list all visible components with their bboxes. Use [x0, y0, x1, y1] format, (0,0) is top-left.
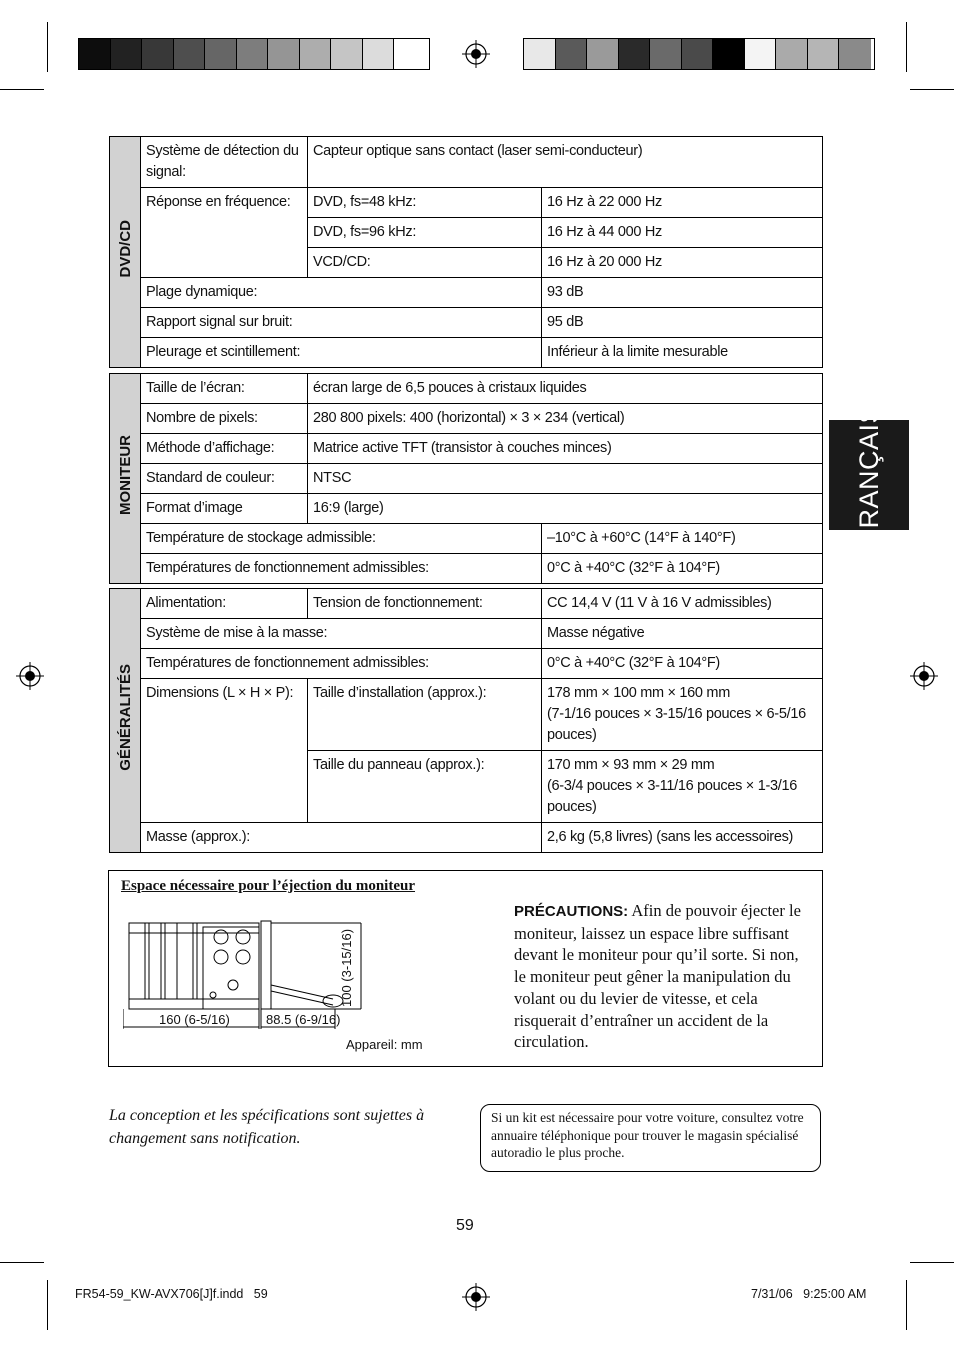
- spec-value: 280 800 pixels: 400 (horizontal) × 3 × 234 (vertical): [308, 404, 823, 434]
- color-swatch: [808, 39, 840, 69]
- spec-value: Capteur optique sans contact (laser semi-conducteur): [308, 137, 823, 188]
- eject-space-box: [108, 870, 823, 1067]
- footer-timestamp: 7/31/06 9:25:00 AM: [751, 1287, 867, 1301]
- crop-mark: [0, 1262, 44, 1263]
- registration-mark-icon: [462, 40, 490, 68]
- general-section-label: GÉNÉRALITÉS: [110, 589, 141, 853]
- color-swatch: [619, 39, 651, 69]
- color-swatch: [300, 39, 332, 69]
- spec-label: Système de mise à la masse:: [141, 619, 542, 649]
- spec-condition: Taille du panneau (approx.):: [308, 751, 542, 823]
- spec-label: Masse (approx.):: [141, 823, 542, 853]
- spec-label: Plage dynamique:: [141, 278, 542, 308]
- spec-label: Système de détection du signal:: [141, 137, 308, 188]
- spec-value: [542, 679, 823, 751]
- color-swatch: [394, 39, 426, 69]
- color-swatch: [268, 39, 300, 69]
- color-calibration-bar-left: [78, 38, 430, 70]
- spec-label: Nombre de pixels:: [141, 404, 308, 434]
- spec-value: Masse négative: [542, 619, 823, 649]
- crop-mark: [910, 89, 954, 90]
- install-size-inch: (7-1/16 pouces × 3-15/16 pouces × 6-5/16 pouces): [547, 706, 806, 743]
- spec-label: Température de stockage admissible:: [141, 524, 542, 554]
- panel-size-inch: (6-3/4 pouces × 3-11/16 pouces × 1-3/16 pouces): [547, 778, 798, 815]
- general-spec-table: [109, 588, 823, 853]
- caution-heading: PRÉCAUTIONS:: [514, 903, 629, 920]
- spec-value: [542, 751, 823, 823]
- language-tab-label: FRANÇAIS: [853, 404, 884, 546]
- crop-mark: [47, 22, 48, 72]
- monitor-section-label: MONITEUR: [110, 374, 141, 584]
- caution-body: Afin de pouvoir éjecter le moniteur, laissez un espace libre suffisant devant le moniteur pour qu’il sorte. Si non, le moniteur peut gêner la manipulation du volant ou du levier de vitesse, et cela risquerait d’entraîner un accident de la circulation.: [514, 901, 801, 1052]
- spec-value: NTSC: [308, 464, 823, 494]
- spec-value: 93 dB: [542, 278, 823, 308]
- color-swatch: [650, 39, 682, 69]
- color-swatch: [237, 39, 269, 69]
- panel-size-mm: 170 mm × 93 mm × 29 mm: [547, 757, 715, 773]
- spec-value: 16 Hz à 20 000 Hz: [542, 248, 823, 278]
- spec-value: 0°C à +40°C (32°F à 104°F): [542, 649, 823, 679]
- color-swatch: [524, 39, 556, 69]
- spec-change-notice: La conception et les spécifications sont sujettes à changement sans notification.: [109, 1107, 425, 1147]
- spec-label: Méthode d’affichage:: [141, 434, 308, 464]
- dimension-panel: 88.5 (6-9/16): [266, 1012, 341, 1027]
- caution-text: [514, 900, 806, 1053]
- color-swatch: [713, 39, 745, 69]
- color-swatch: [205, 39, 237, 69]
- monitor-spec-table: [109, 373, 823, 584]
- spec-label: Format d’image: [141, 494, 308, 524]
- color-swatch: [79, 39, 111, 69]
- kit-note-box: [480, 1104, 821, 1172]
- page-number: 59: [456, 1217, 474, 1234]
- spec-value: 16:9 (large): [308, 494, 823, 524]
- dvd-spec-table: [109, 136, 823, 368]
- color-swatch: [174, 39, 206, 69]
- spec-value: Inférieur à la limite mesurable: [542, 338, 823, 368]
- spec-value: 0°C à +40°C (32°F à 104°F): [542, 554, 823, 584]
- registration-mark-icon: [910, 662, 938, 690]
- crop-mark: [906, 22, 907, 72]
- color-calibration-bar-right: [523, 38, 875, 70]
- spec-label: Réponse en fréquence:: [141, 188, 308, 278]
- spec-label: Températures de fonctionnement admissibles:: [141, 649, 542, 679]
- dvd-section-label: DVD/CD: [110, 137, 141, 368]
- spec-condition: VCD/CD:: [308, 248, 542, 278]
- spec-label: Dimensions (L × H × P):: [141, 679, 308, 823]
- spec-condition: DVD, fs=48 kHz:: [308, 188, 542, 218]
- color-swatch: [776, 39, 808, 69]
- crop-mark: [906, 1280, 907, 1330]
- color-swatch: [142, 39, 174, 69]
- registration-mark-icon: [462, 1283, 490, 1311]
- spec-label: Taille de l’écran:: [141, 374, 308, 404]
- spec-condition: Taille d’installation (approx.):: [308, 679, 542, 751]
- color-swatch: [556, 39, 588, 69]
- color-swatch: [587, 39, 619, 69]
- spec-label: Alimentation:: [141, 589, 308, 619]
- spec-value: 16 Hz à 44 000 Hz: [542, 218, 823, 248]
- color-swatch: [363, 39, 395, 69]
- spec-value: 16 Hz à 22 000 Hz: [542, 188, 823, 218]
- color-swatch: [745, 39, 777, 69]
- color-swatch: [111, 39, 143, 69]
- spec-label: Standard de couleur:: [141, 464, 308, 494]
- color-swatch: [839, 39, 871, 69]
- spec-value: 2,6 kg (5,8 livres) (sans les accessoires): [542, 823, 823, 853]
- spec-value: Matrice active TFT (transistor à couches minces): [308, 434, 823, 464]
- color-swatch: [682, 39, 714, 69]
- eject-title: Espace nécessaire pour l’éjection du moniteur: [121, 878, 416, 894]
- footer-filename: FR54-59_KW-AVX706[J]f.indd 59: [75, 1287, 268, 1301]
- crop-mark: [47, 1280, 48, 1330]
- spec-label: Températures de fonctionnement admissibles:: [141, 554, 542, 584]
- color-swatch: [331, 39, 363, 69]
- spec-value: –10°C à +60°C (14°F à 140°F): [542, 524, 823, 554]
- spec-value: écran large de 6,5 pouces à cristaux liquides: [308, 374, 823, 404]
- spec-condition: Tension de fonctionnement:: [308, 589, 542, 619]
- crop-mark: [0, 89, 44, 90]
- install-size-mm: 178 mm × 100 mm × 160 mm: [547, 685, 730, 701]
- dimension-depth: 160 (6-5/16): [159, 1012, 230, 1027]
- unit-label: Appareil: mm: [346, 1037, 423, 1052]
- spec-value: CC 14,4 V (11 V à 16 V admissibles): [542, 589, 823, 619]
- kit-note-text: Si un kit est nécessaire pour votre voiture, consultez votre annuaire téléphonique pour trouver le magasin spécialisé autoradio le plus proche.: [491, 1110, 804, 1160]
- spec-condition: DVD, fs=96 kHz:: [308, 218, 542, 248]
- spec-label: Rapport signal sur bruit:: [141, 308, 542, 338]
- spec-value: 95 dB: [542, 308, 823, 338]
- crop-mark: [910, 1262, 954, 1263]
- dimension-height: 100 (3-15/16): [339, 928, 354, 1007]
- registration-mark-icon: [16, 662, 44, 690]
- language-tab: [829, 404, 909, 546]
- spec-label: Pleurage et scintillement:: [141, 338, 542, 368]
